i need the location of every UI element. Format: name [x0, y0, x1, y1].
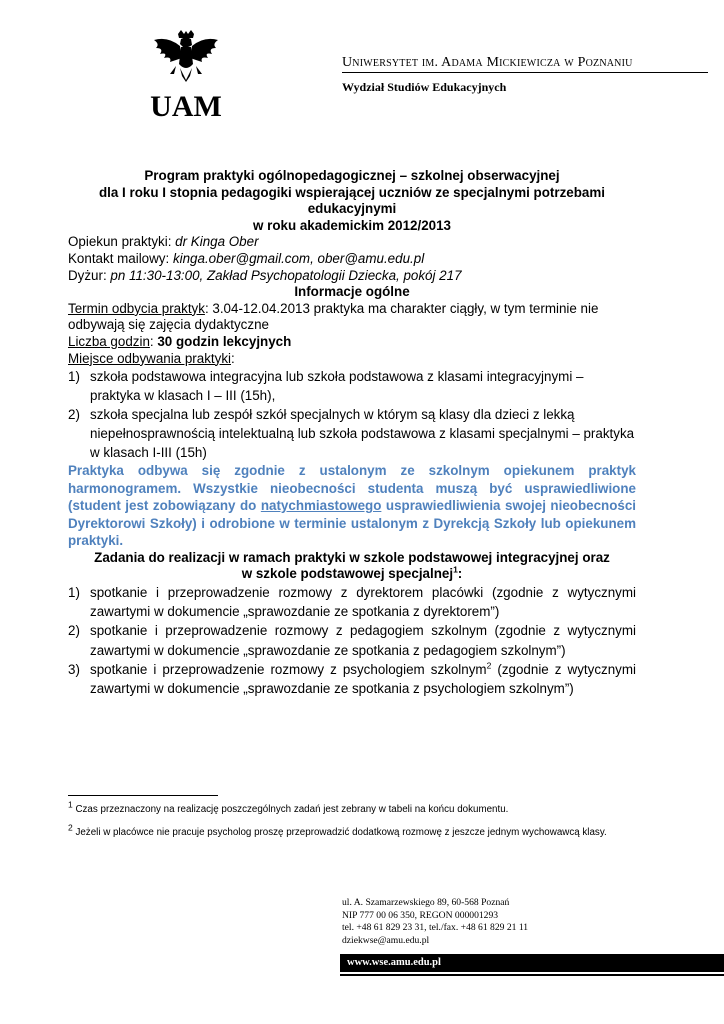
attendance-notice	[68, 462, 636, 550]
list-item-text-cont: (zgodnie z wytycznymi zawartymi w dokumencie „sprawozdanie ze spotkania z psychologiem szkolnym”)	[90, 662, 636, 697]
list-item	[68, 367, 636, 405]
header-rule	[342, 72, 708, 73]
document-body	[68, 168, 636, 699]
list-number: 2)	[68, 407, 80, 423]
list-item-text: spotkanie i przeprowadzenie rozmowy z psychologiem szkolnym	[90, 662, 487, 677]
tasks-heading-colon: :	[457, 566, 463, 582]
address-tax-ids: NIP 777 00 06 350, REGON 000001293	[342, 909, 499, 921]
university-name: Uniwersytet im. Adama Mickiewicza w Poznaniu	[342, 55, 633, 70]
list-item	[68, 621, 636, 660]
duty-hours: pn 11:30-13:00, Zakład Psychopatologii Dziecka, pokój 217	[110, 267, 462, 283]
list-item	[68, 583, 636, 622]
website-underline	[340, 974, 724, 976]
footnote-ref-1[interactable]: 1	[453, 564, 458, 575]
list-number: 3)	[68, 662, 80, 677]
doc-title-line-2: dla I roku I stopnia pedagogiki wspierającej uczniów ze specjalnymi potrzebami	[98, 184, 605, 200]
address-email[interactable]: dziekwse@amu.edu.pl	[342, 934, 430, 946]
hours-separator: :	[149, 333, 158, 349]
footnote-mark: 1	[68, 799, 73, 810]
tasks-heading-line-2	[68, 566, 636, 583]
contact-emails[interactable]: kinga.ober@gmail.com, ober@amu.edu.pl	[172, 250, 425, 266]
hours-value: 30 godzin lekcyjnych	[157, 333, 292, 349]
address-phone: tel. +48 61 829 23 31, tel./fax. +48 61 829 21 11	[342, 922, 529, 934]
list-item-text: szkoła podstawowa integracyjna lub szkoła podstawowa z klasami integracyjnymi – praktyka w klasach I – III (15h),	[90, 369, 584, 404]
notice-text-2: usprawiedliwienia swojej nieobecności Dyrektorowi Szkoły) i odrobione w terminie ustalonym z Dyrekcją Szkoły lub opiekunem praktyki.	[68, 498, 636, 549]
term-label: Termin odbycia praktyk	[68, 300, 205, 316]
website-link[interactable]: www.wse.amu.edu.pl	[347, 957, 441, 968]
list-number: 2)	[68, 623, 80, 639]
place-label: Miejsce odbywania praktyki	[68, 350, 231, 366]
place-separator: :	[231, 350, 235, 366]
footnote-text: Jeżeli w placówce nie pracuje psycholog proszę przeprowadzić dodatkową rozmowę z jeszcze jednym wychowawcą klasy.	[72, 827, 607, 838]
footnotes	[68, 799, 640, 849]
doc-title-line-1: Program praktyki ogólnopedagogicznej – szkolnej obserwacyjnej	[144, 168, 560, 183]
doc-title-line-3: edukacyjnymi	[307, 201, 397, 217]
list-item	[68, 660, 636, 699]
faculty-name: Wydział Studiów Edukacyjnych	[342, 80, 507, 94]
footnote-ref-2[interactable]: 2	[486, 660, 492, 671]
hours-line	[68, 334, 636, 351]
hours-label: Liczba godzin	[68, 333, 150, 349]
supervisor-label: Opiekun praktyki:	[68, 234, 176, 250]
list-number: 1)	[68, 369, 80, 385]
tasks-heading-text: w szkole podstawowej specjalnej	[241, 566, 454, 582]
address-block	[342, 897, 528, 947]
contact-line	[68, 251, 636, 268]
list-item-text: szkoła specjalna lub zespół szkół specjalnych w którym są klasy dla dzieci z lekką niepełnosprawnością intelektualną lub szkoła podstawowa z klasami specjalnymi – praktyka w klasach I-III (15h)	[90, 407, 635, 461]
duty-line	[68, 268, 636, 285]
notice-text-1: Praktyka odbywa się zgodnie z ustalonym ze szkolnym opiekunem praktyk harmonogramem. Wszystkie nieobecności studenta muszą być usprawiedliwione (student jest zobowiązany do	[68, 463, 636, 514]
list-number: 1)	[68, 584, 80, 600]
list-item	[68, 405, 636, 462]
footnote-1	[68, 799, 640, 817]
supervisor-name: dr Kinga Ober	[175, 234, 259, 250]
footnote-2	[68, 822, 640, 840]
list-item-text: spotkanie i przeprowadzenie rozmowy z dyrektorem placówki (zgodnie z wytycznymi zawartymi w dokumencie „sprawozdanie ze spotkania z dyrektorem”)	[90, 584, 636, 620]
tasks-heading-line-1: Zadania do realizacji w ramach praktyki w szkole podstawowej integracyjnej oraz	[94, 549, 610, 565]
notice-underlined: natychmiastowego	[260, 498, 382, 514]
contact-label: Kontakt mailowy:	[68, 250, 173, 266]
footnote-separator	[68, 795, 218, 796]
places-list	[68, 367, 636, 462]
address-street: ul. A. Szamarzewskiego 89, 60-568 Poznań	[342, 897, 510, 908]
term-text: : 3.04-12.04.2013 praktyka ma charakter ciągły, w tym terminie nie odbywają się zajęcia dydaktyczne	[68, 300, 599, 333]
footnote-mark: 2	[68, 822, 73, 833]
logo-lettering: UAM	[150, 90, 222, 123]
footnote-text: Czas przeznaczony na realizację poszczególnych zadań jest zebrany w tabeli na końcu dokumentu.	[72, 804, 509, 815]
list-item-text: spotkanie i przeprowadzenie rozmowy z pedagogiem szkolnym (zgodnie z wytycznymi zawartymi w dokumencie „sprawozdanie ze spotkania z pedagogiem szkolnym”)	[90, 623, 636, 658]
general-info-heading: Informacje ogólne	[294, 284, 410, 300]
place-line	[68, 351, 636, 368]
term-paragraph	[68, 301, 636, 334]
duty-label: Dyżur:	[68, 267, 111, 283]
uam-eagle-logo	[150, 30, 222, 124]
tasks-list	[68, 583, 636, 699]
website-bar	[340, 954, 724, 972]
supervisor-line	[68, 234, 636, 251]
doc-title-line-4: w roku akademickim 2012/2013	[252, 217, 451, 233]
